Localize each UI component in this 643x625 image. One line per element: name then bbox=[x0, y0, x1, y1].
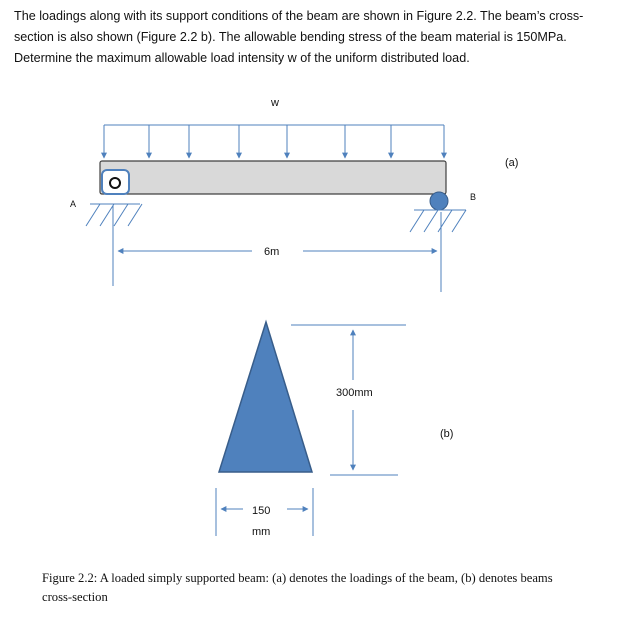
distributed-load bbox=[104, 125, 444, 158]
support-b-label: B bbox=[470, 192, 477, 202]
width-label-unit: mm bbox=[252, 526, 271, 538]
width-label-value: 150 bbox=[252, 505, 271, 517]
support-b-hatch bbox=[410, 210, 466, 232]
caption-line-2: cross-section bbox=[42, 590, 108, 604]
figure-caption bbox=[42, 569, 632, 607]
figure-b bbox=[216, 322, 453, 538]
support-b bbox=[410, 192, 466, 232]
problem-line-2: section is also shown (Figure 2.2 b). The allowable bending stress of the beam material is 150MPa. bbox=[14, 30, 567, 44]
support-b-roller-icon bbox=[430, 192, 448, 210]
load-label: w bbox=[271, 97, 279, 109]
support-a-label: A bbox=[70, 199, 77, 209]
triangle-section bbox=[219, 322, 312, 472]
support-a-hatch bbox=[86, 204, 142, 226]
beam bbox=[100, 161, 446, 194]
span-label: 6m bbox=[264, 246, 280, 258]
problem-line-3: Determine the maximum allowable load intensity w of the uniform distributed load. bbox=[14, 51, 470, 65]
problem-line-1: The loadings along with its support conditions of the beam are shown in Figure 2.2. The beam’s cross- bbox=[14, 9, 584, 23]
panel-b-label: (b) bbox=[440, 428, 454, 440]
caption-line-1: Figure 2.2: A loaded simply supported beam: (a) denotes the loadings of the beam, (b) denotes beams bbox=[42, 571, 553, 585]
figure-a bbox=[70, 97, 518, 292]
height-dimension bbox=[291, 325, 406, 475]
panel-a-label: (a) bbox=[505, 157, 519, 169]
support-a-pin-icon bbox=[110, 178, 120, 188]
height-label: 300mm bbox=[336, 387, 373, 399]
